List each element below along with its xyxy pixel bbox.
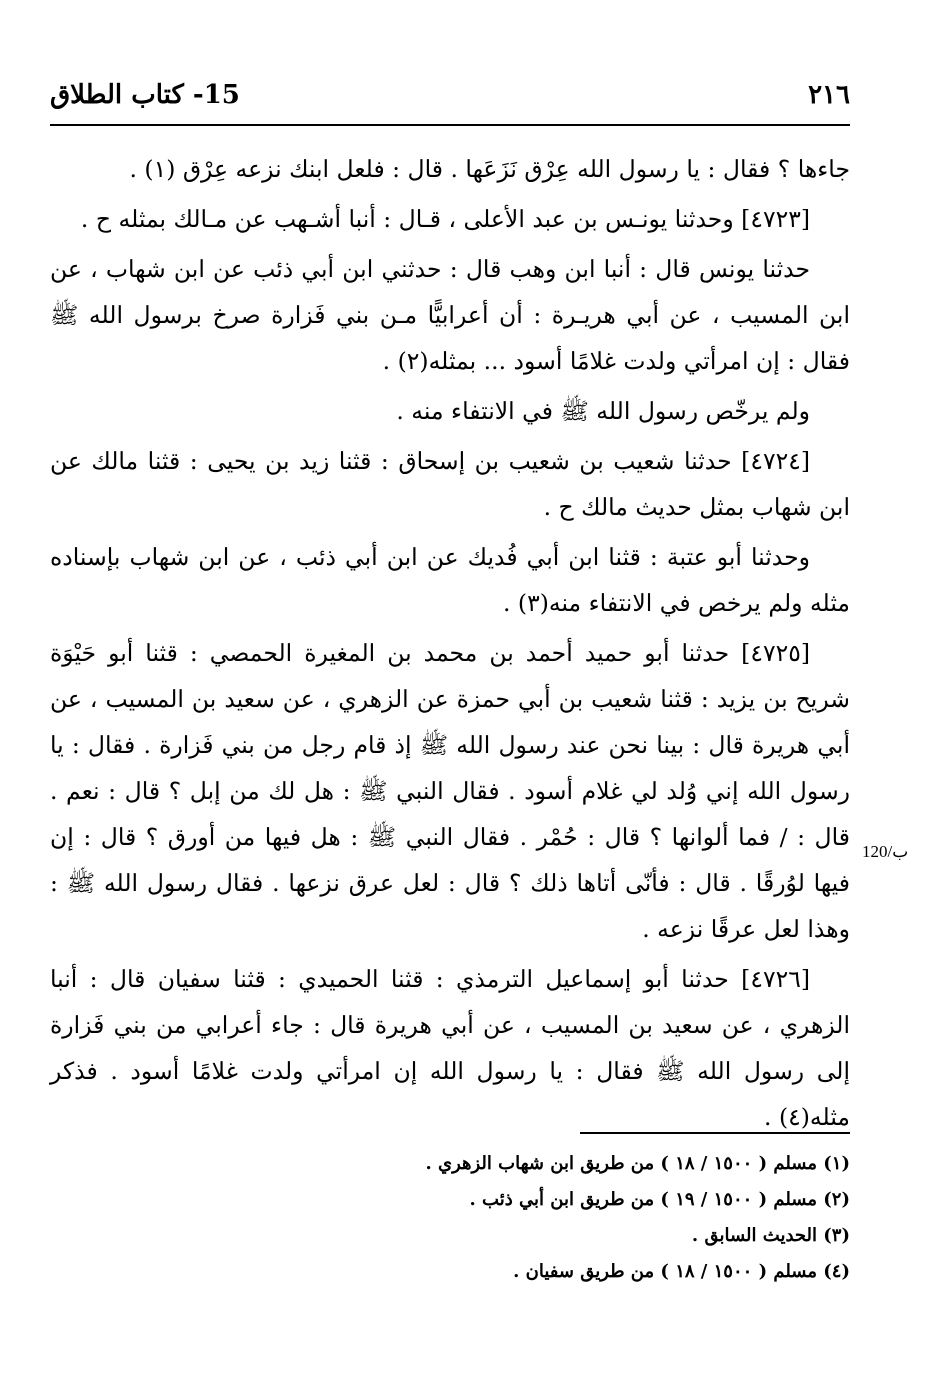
paragraph: وحدثنا أبو عتبة : قثنا ابن أبي فُديك عن ابن أبي ذئب ، عن ابن شهاب بإسناده مثله ولم يرخص في الانتفاء منه(٣) . [50,543,850,617]
paragraph: حدثنا يونس قال : أنبا ابن وهب قال : حدثني ابن أبي ذئب عن ابن شهاب ، عن ابن المسيب ، عن أبي هريـرة : أن أعرابيًّا مـن بني فَزارة صرخ برسول الله ﷺ فقال : إن امرأتي ولدت غلامًا أسود ... بمثله(٢) . [50,255,850,375]
paragraph: [٤٧٢٥] حدثنا أبو حميد أحمد بن محمد بن المغيرة الحمصي : قثنا أبو حَيْوَة شريح بن يزيد : قثنا شعيب بن أبي حمزة عن الزهري ، عن سعيد بن المسيب ، عن أبي هريرة قال : بينا نحن عند رسول الله ﷺ إذ قام رجل من بني فَزارة . فقال : يا رسول الله إني وُلد لي غلام أسود . فقال النبي ﷺ : هل لك من إبل ؟ قال : نعم . قال : / فما ألوانها ؟ قال : حُمْر . فقال النبي ﷺ : هل فيها من أورق ؟ قال : إن فيها لوُرقًا . قال : فأنّى أتاها ذلك ؟ قال : لعل عرق نزعها . فقال رسول الله ﷺ : وهذا لعل عرقًا نزعه . [50,639,850,943]
footnote: (٣) الحديث السابق . [691,1225,850,1246]
running-header [50,72,850,118]
margin-note: 120/ب [862,842,909,861]
paragraph: [٤٧٢٣] وحدثنا يونـس بن عبد الأعلى ، قـال : أنبا أشـهب عن مـالك بمثله ح . [80,205,810,233]
footnote: (٤) مسلم ( ١٥٠٠ / ١٨ ) من طريق سفيان . [513,1261,850,1282]
body-text [50,146,850,1140]
footnote: (١) مسلم ( ١٥٠٠ / ١٨ ) من طريق ابن شهاب الزهري . [425,1153,850,1174]
page-number: ٢١٦ [808,80,850,110]
footnote-rule [580,1132,850,1134]
paragraph: [٤٧٢٤] حدثنا شعيب بن شعيب بن إسحاق : قثنا زيد بن يحيى : قثنا مالك عن ابن شهاب بمثل حديث مالك ح . [50,447,850,521]
footnote: (٢) مسلم ( ١٥٠٠ / ١٩ ) من طريق ابن أبي ذئب . [469,1189,850,1210]
footnotes [50,1146,850,1290]
header-rule [50,124,850,126]
paragraph: [٤٧٢٦] حدثنا أبو إسماعيل الترمذي : قثنا الحميدي : قثنا سفيان قال : أنبا الزهري ، عن سعيد بن المسيب ، عن أبي هريرة قال : جاء أعرابي من بني فَزارة إلى رسول الله ﷺ فقال : يا رسول الله إن امرأتي ولدت غلامًا أسود . فذكر مثله(٤) . [50,965,850,1131]
paragraph: ولم يرخّص رسول الله ﷺ في الانتفاء منه . [396,397,810,425]
chapter-title: 15- كتاب الطلاق [50,80,240,110]
paragraph: جاءها ؟ فقال : يا رسول الله عِرْق نَزَعَها . قال : فلعل ابنك نزعه عِرْق (١) . [129,155,850,183]
